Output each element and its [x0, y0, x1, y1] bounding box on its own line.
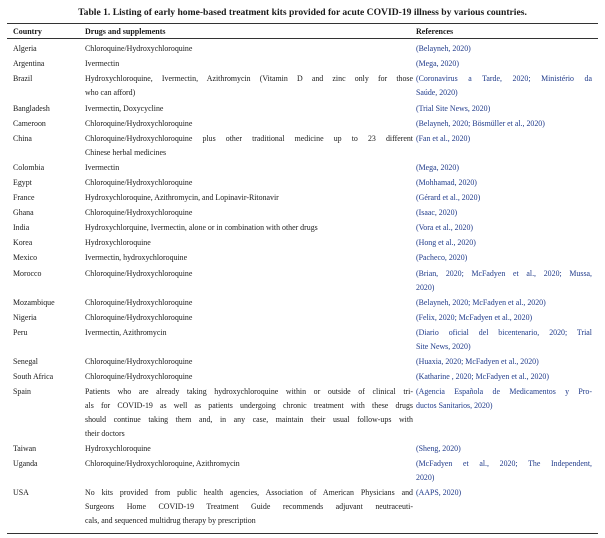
cell-references	[416, 191, 592, 205]
table-row	[0, 442, 605, 456]
table-row	[0, 355, 605, 369]
table-row	[0, 457, 605, 485]
cell-country: Cameroon	[13, 118, 46, 128]
reference-link[interactable]: (Brian, 2020; McFadyen et al., 2020; Mussa,	[416, 268, 592, 278]
cell-drugs-line: Ivermectin	[85, 162, 120, 172]
cell-references	[416, 267, 592, 295]
cell-references	[416, 486, 592, 500]
reference-link[interactable]: (Mega, 2020)	[416, 162, 459, 172]
reference-link[interactable]: 2020)	[416, 282, 435, 292]
reference-link[interactable]: (Katharine , 2020; McFadyen et al., 2020)	[416, 372, 550, 382]
reference-link[interactable]: (Diario oficial del bicentenario, 2020; Trial	[416, 327, 592, 337]
reference-link[interactable]: (Fan et al., 2020)	[416, 133, 471, 143]
table-row	[0, 72, 605, 100]
cell-references	[416, 457, 592, 485]
cell-references	[416, 176, 592, 190]
header-references: References	[416, 27, 454, 37]
cell-drugs	[85, 176, 413, 190]
reference-link[interactable]: (Coronavirus a Tarde, 2020; Ministério da	[416, 74, 592, 84]
cell-references	[416, 206, 592, 220]
cell-country: Egypt	[13, 177, 32, 187]
table-body	[0, 39, 605, 532]
cell-drugs-line: No kits provided from public health agencies, Association of American Physicians and	[85, 488, 413, 498]
cell-references	[416, 117, 592, 131]
cell-drugs-line: Hydroxychlorquine, Ivermectin, alone or in combination with other drugs	[85, 223, 318, 233]
cell-drugs	[85, 102, 413, 116]
table-row	[0, 385, 605, 441]
cell-drugs-line: who can afford)	[85, 88, 136, 98]
cell-country: South Africa	[13, 372, 54, 382]
cell-country: Uganda	[13, 459, 38, 469]
reference-link[interactable]: (Vora et al., 2020)	[416, 223, 474, 233]
cell-country: Algeria	[13, 44, 37, 54]
cell-drugs	[85, 57, 413, 71]
cell-country: Mozambique	[13, 297, 55, 307]
cell-drugs-line: cals, and sequenced multidrug therapy by prescription	[85, 516, 256, 526]
cell-drugs-line: Chloroquine/Hydroxychloroquine	[85, 372, 193, 382]
cell-drugs-line: Surgeons Home COVID-19 Treatment Guide recommends adjuvant neutraceuti-	[85, 502, 413, 512]
table-row	[0, 117, 605, 131]
cell-country: Spain	[13, 387, 31, 397]
cell-drugs-line: Hydroxychloroquine, Ivermectin, Azithromycin (Vitamin D and zinc only for those	[85, 74, 413, 84]
cell-drugs	[85, 326, 413, 340]
cell-drugs	[85, 206, 413, 220]
cell-drugs-line: Chloroquine/Hydroxychloroquine	[85, 268, 193, 278]
cell-references	[416, 236, 592, 250]
cell-references	[416, 57, 592, 71]
cell-drugs	[85, 132, 413, 160]
reference-link[interactable]: (Trial Site News, 2020)	[416, 103, 491, 113]
cell-references	[416, 370, 592, 384]
table-row	[0, 267, 605, 295]
reference-link[interactable]: (AAPS, 2020)	[416, 488, 462, 498]
reference-link[interactable]: Saúde, 2020)	[416, 88, 458, 98]
cell-drugs	[85, 486, 413, 528]
cell-drugs-line: Chloroquine/Hydroxychloroquine	[85, 118, 193, 128]
cell-references	[416, 251, 592, 265]
cell-drugs	[85, 296, 413, 310]
cell-drugs	[85, 191, 413, 205]
cell-drugs-line: Patients who are already taking hydroxychloroquine within or outside of clinical tri-	[85, 387, 413, 397]
table-row	[0, 102, 605, 116]
reference-link[interactable]: (Belayneh, 2020; Bösmüller et al., 2020)	[416, 118, 545, 128]
table-caption: Table 1. Listing of early home-based treatment kits provided for acute COVID-19 illness by various countries.	[78, 7, 527, 18]
header-drugs: Drugs and supplements	[85, 27, 166, 37]
cell-references	[416, 442, 592, 456]
table-row	[0, 161, 605, 175]
reference-link[interactable]: (Gérard et al., 2020)	[416, 193, 481, 203]
table-row	[0, 42, 605, 56]
cell-drugs	[85, 355, 413, 369]
cell-drugs-line: Hydroxychloroquine, Azithromycin, and Lopinavir-Ritonavir	[85, 193, 279, 203]
cell-country: Brazil	[13, 74, 33, 84]
reference-link[interactable]: (Pacheco, 2020)	[416, 253, 468, 263]
table-row	[0, 236, 605, 250]
cell-drugs-line: Hydroxychloroquine	[85, 444, 151, 454]
cell-drugs-line: Chinese herbal medicines	[85, 147, 167, 157]
cell-drugs	[85, 311, 413, 325]
cell-drugs-line: Ivermectin, Azithromycin	[85, 327, 167, 337]
reference-link[interactable]: (Huaxia, 2020; McFadyen et al., 2020)	[416, 356, 539, 366]
cell-references	[416, 161, 592, 175]
cell-references	[416, 355, 592, 369]
reference-link[interactable]: (Hong et al., 2020)	[416, 238, 476, 248]
cell-drugs-line: Ivermectin, hydroxychloroquine	[85, 253, 188, 263]
cell-country: India	[13, 223, 30, 233]
cell-drugs	[85, 117, 413, 131]
reference-link[interactable]: 2020)	[416, 473, 435, 483]
cell-country: Peru	[13, 327, 28, 337]
reference-link[interactable]: (Sheng, 2020)	[416, 444, 461, 454]
cell-references	[416, 72, 592, 100]
cell-drugs-line: Chloroquine/Hydroxychloroquine	[85, 297, 193, 307]
cell-drugs	[85, 236, 413, 250]
table-row	[0, 206, 605, 220]
cell-country: China	[13, 133, 32, 143]
cell-country: France	[13, 193, 35, 203]
cell-drugs	[85, 72, 413, 100]
table-row	[0, 311, 605, 325]
reference-link[interactable]: (Agencia Española de Medicamentos y Pro-	[416, 387, 592, 397]
cell-references	[416, 102, 592, 116]
cell-references	[416, 132, 592, 146]
reference-link[interactable]: (Isaac, 2020)	[416, 208, 458, 218]
cell-country: Mexico	[13, 253, 38, 263]
table-row	[0, 486, 605, 528]
cell-country: Argentina	[13, 59, 45, 69]
cell-drugs-line: their doctors	[85, 429, 125, 439]
cell-country: USA	[13, 488, 29, 498]
cell-drugs	[85, 385, 413, 441]
cell-drugs-line: Ivermectin	[85, 59, 120, 69]
cell-drugs	[85, 267, 413, 281]
table-row	[0, 176, 605, 190]
cell-drugs	[85, 457, 413, 471]
reference-link[interactable]: (Belayneh, 2020)	[416, 44, 471, 54]
cell-references	[416, 326, 592, 354]
reference-link[interactable]: ductos Sanitarios, 2020)	[416, 401, 493, 411]
cell-drugs	[85, 442, 413, 456]
table-header	[0, 24, 605, 38]
cell-drugs-line: Chloroquine/Hydroxychloroquine	[85, 312, 193, 322]
cell-drugs-line: als for COVID-19 as well as patients undergoing chronic treatment with these drugs	[85, 401, 413, 411]
table-row	[0, 132, 605, 160]
cell-country: Bangladesh	[13, 103, 50, 113]
cell-drugs	[85, 251, 413, 265]
cell-drugs-line: Chloroquine/Hydroxychloroquine	[85, 356, 193, 366]
cell-references	[416, 221, 592, 235]
header-country: Country	[13, 27, 42, 37]
cell-country: Morocco	[13, 268, 42, 278]
cell-country: Nigeria	[13, 312, 37, 322]
table-row	[0, 326, 605, 354]
reference-link[interactable]: (Belayneh, 2020; McFadyen et al., 2020)	[416, 297, 546, 307]
cell-drugs-line: Chloroquine/Hydroxychloroquine	[85, 44, 193, 54]
cell-drugs-line: Chloroquine/Hydroxychloroquine plus other traditional medicine up to 23 different	[85, 133, 413, 143]
cell-references	[416, 296, 592, 310]
reference-link[interactable]: (Felix, 2020; McFadyen et al., 2020)	[416, 312, 533, 322]
cell-drugs	[85, 370, 413, 384]
cell-drugs	[85, 42, 413, 56]
cell-country: Taiwan	[13, 444, 37, 454]
table-row	[0, 251, 605, 265]
bottom-rule	[7, 533, 598, 534]
table-row	[0, 221, 605, 235]
cell-drugs-line: Chloroquine/Hydroxychloroquine, Azithromycin	[85, 459, 240, 469]
cell-country: Colombia	[13, 162, 45, 172]
cell-references	[416, 385, 592, 413]
cell-drugs-line: should continue taking them and, in any case, maintain their usual follow-ups with	[85, 415, 413, 425]
cell-references	[416, 42, 592, 56]
table-row	[0, 370, 605, 384]
reference-link[interactable]: Site News, 2020)	[416, 341, 471, 351]
cell-drugs-line: Chloroquine/Hydroxychloroquine	[85, 208, 193, 218]
table-row	[0, 296, 605, 310]
reference-link[interactable]: (Mega, 2020)	[416, 59, 459, 69]
cell-drugs	[85, 221, 413, 235]
cell-drugs-line: Hydroxychloroquine	[85, 238, 151, 248]
cell-references	[416, 311, 592, 325]
cell-country: Ghana	[13, 208, 34, 218]
cell-drugs-line: Chloroquine/Hydroxychloroquine	[85, 177, 193, 187]
table-row	[0, 57, 605, 71]
table-row	[0, 191, 605, 205]
cell-drugs	[85, 161, 413, 175]
reference-link[interactable]: (McFadyen et al., 2020; The Independent,	[416, 459, 592, 469]
reference-link[interactable]: (Mohhamad, 2020)	[416, 177, 477, 187]
cell-country: Korea	[13, 238, 33, 248]
cell-country: Senegal	[13, 356, 38, 366]
cell-drugs-line: Ivermectin, Doxycycline	[85, 103, 164, 113]
